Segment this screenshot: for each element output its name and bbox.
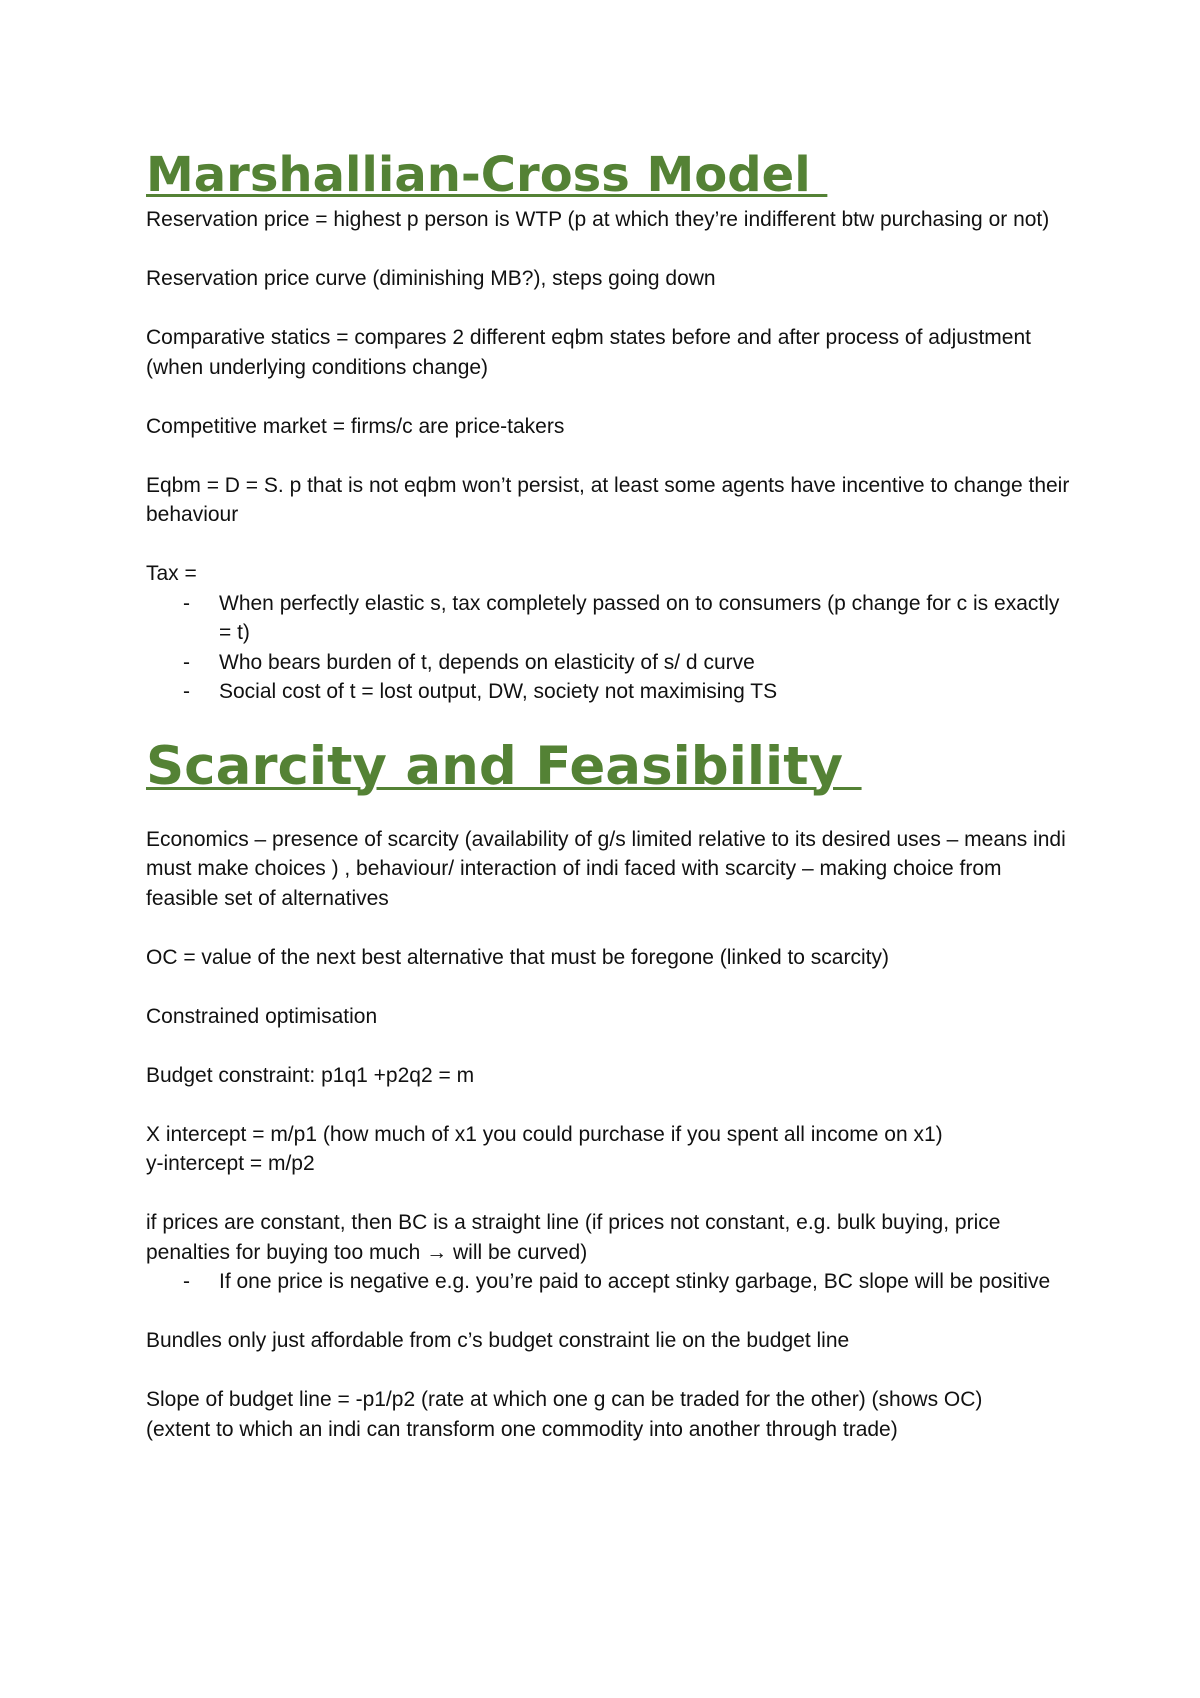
paragraph-economics: Economics – presence of scarcity (availability of g/s limited relative to its desired uses – means indi must make choices ) , behaviour/ interaction of indi faced with scarcity – making choice from feasible set of alternatives — [146, 827, 1066, 910]
paragraph-opportunity-cost: OC = value of the next best alternative that must be foregone (linked to scarcity) — [146, 945, 889, 969]
list-item: - When perfectly elastic s, tax completely passed on to consumers (p change for c is exactly = t) — [146, 589, 1076, 648]
paragraph-competitive-market: Competitive market = firms/c are price-takers — [146, 414, 565, 438]
list-item: - Social cost of t = lost output, DW, society not maximising TS — [146, 677, 1076, 707]
tax-bullet-list — [146, 589, 1076, 707]
paragraph-slope-budget-line: Slope of budget line = -p1/p2 (rate at which one g can be traded for the other) (shows OC) — [146, 1388, 983, 1411]
list-item: - Who bears burden of t, depends on elasticity of s/ d curve — [146, 648, 1076, 678]
paragraph-tax: Tax = — [146, 562, 197, 585]
paragraph-constrained-optimisation: Constrained optimisation — [146, 1004, 378, 1028]
bc-bullet-list — [146, 1267, 1076, 1297]
paragraph-transform-commodity: (extent to which an indi can transform one commodity into another through trade) — [146, 1417, 898, 1441]
paragraph-eqbm: Eqbm = D = S. p that is not eqbm won’t persist, at least some agents have incentive to change their behaviour — [146, 473, 1070, 526]
paragraph-x-intercept: X intercept = m/p1 (how much of x1 you could purchase if you spent all income on x1) — [146, 1122, 943, 1146]
paragraph-reservation-price-curve: Reservation price curve (diminishing MB?), steps going down — [146, 267, 716, 290]
paragraph-y-intercept: y-intercept = m/p2 — [146, 1152, 315, 1175]
paragraph-budget-constraint: Budget constraint: p1q1 +p2q2 = m — [146, 1063, 475, 1087]
document-body — [146, 145, 1076, 1444]
section-heading-marshallian-cross: Marshallian-Cross Model — [146, 147, 828, 203]
list-item: - If one price is negative e.g. you’re paid to accept stinky garbage, BC slope will be positive — [146, 1267, 1076, 1297]
paragraph-comparative-statics: Comparative statics = compares 2 different eqbm states before and after process of adjustment (when underlying conditions change) — [146, 326, 1031, 379]
paragraph-constant-prices: if prices are constant, then BC is a straight line (if prices not constant, e.g. bulk buying, price penalties for buying too much → will be curved) — [146, 1211, 1001, 1264]
section-heading-scarcity-feasibility: Scarcity and Feasibility — [146, 735, 862, 797]
paragraph-reservation-price: Reservation price = highest p person is WTP (p at which they’re indifferent btw purchasing or not) — [146, 208, 1050, 231]
paragraph-affordable-bundles: Bundles only just affordable from c’s budget constraint lie on the budget line — [146, 1329, 850, 1352]
